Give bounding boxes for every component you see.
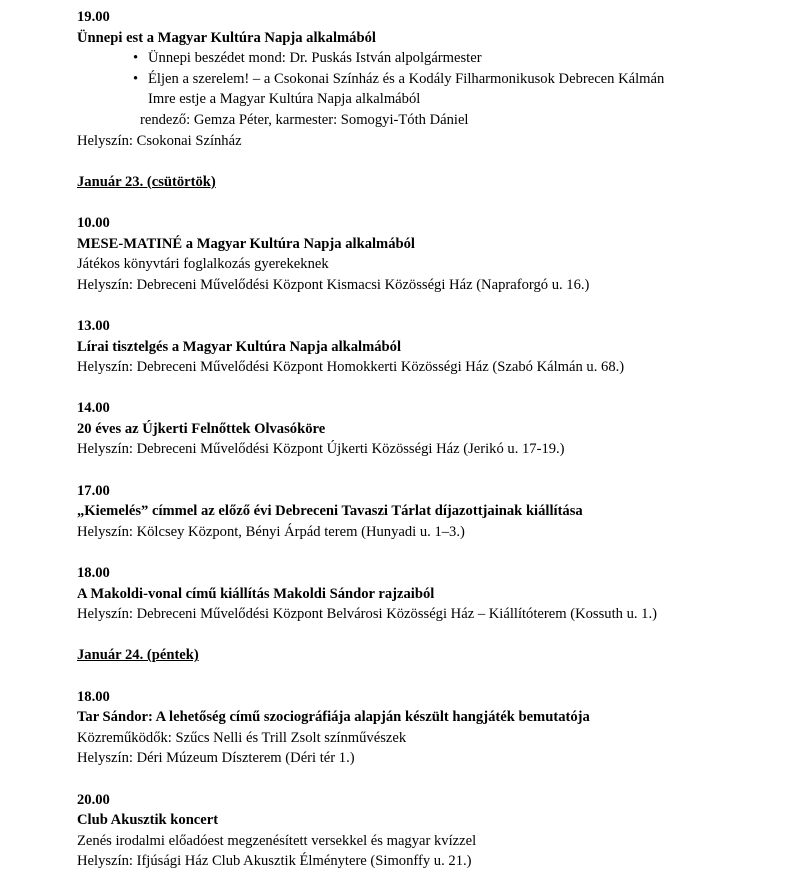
event-venue: Helyszín: Debreceni Művelődési Központ Homokkerti Közösségi Ház (Szabó Kálmán u. 68.) bbox=[77, 359, 625, 376]
bullet-item bbox=[77, 69, 792, 90]
event-time: 13.00 bbox=[77, 317, 110, 334]
event-title: 20 éves az Újkerti Felnőttek Olvasóköre bbox=[77, 420, 326, 437]
event-description: Játékos könyvtári foglalkozás gyerekeknek bbox=[77, 256, 329, 273]
event-venue: Helyszín: Ifjúsági Ház Club Akusztik Élménytere (Simonffy u. 21.) bbox=[77, 853, 472, 870]
event-time: 18.00 bbox=[77, 688, 110, 705]
event bbox=[77, 687, 792, 769]
event-time: 19.00 bbox=[77, 9, 110, 25]
event-venue: Helyszín: Kölcsey Központ, Bényi Árpád terem (Hunyadi u. 1–3.) bbox=[77, 523, 465, 540]
event-title: Tar Sándor: A lehetőség című szociográfiája alapján készült hangjáték bemutatója bbox=[77, 709, 590, 726]
event-venue: Helyszín: Déri Múzeum Díszterem (Déri tér 1.) bbox=[77, 750, 355, 767]
event-time: 18.00 bbox=[77, 565, 110, 582]
event-time: 17.00 bbox=[77, 482, 110, 499]
event-title: MESE-MATINÉ a Magyar Kultúra Napja alkalmából bbox=[77, 235, 415, 252]
event-venue: Helyszín: Csokonai Színház bbox=[77, 132, 242, 149]
day-heading: Január 24. (péntek) bbox=[77, 647, 199, 664]
event-venue: Helyszín: Debreceni Művelődési Központ Kismacsi Közösségi Ház (Napraforgó u. 16.) bbox=[77, 276, 590, 293]
event-credits: rendező: Gemza Péter, karmester: Somogyi-Tóth Dániel bbox=[140, 111, 469, 128]
event-time: 14.00 bbox=[77, 400, 110, 417]
bullet-text: Éljen a szerelem! – a Csokonai Színház és a Kodály Filharmonikusok Debrecen Kálmán bbox=[148, 70, 665, 87]
event-title: A Makoldi-vonal című kiállítás Makoldi Sándor rajzaiból bbox=[77, 585, 435, 602]
event-title: Club Akusztik koncert bbox=[77, 812, 219, 829]
bullet-continuation: Imre estje a Magyar Kultúra Napja alkalmából bbox=[148, 91, 421, 108]
event-title: Ünnepi est a Magyar Kultúra Napja alkalmából bbox=[77, 29, 376, 46]
program-document bbox=[77, 7, 792, 872]
event bbox=[77, 563, 792, 625]
bullet-text: Ünnepi beszédet mond: Dr. Puskás István alpolgármester bbox=[148, 50, 482, 67]
event-description: Zenés irodalmi előadóest megzenésített versekkel és magyar kvízzel bbox=[77, 832, 477, 849]
event-title: „Kiemelés” címmel az előző évi Debreceni Tavaszi Tárlat díjazottjainak kiállítása bbox=[77, 503, 583, 520]
event-title: Lírai tisztelgés a Magyar Kultúra Napja alkalmából bbox=[77, 338, 402, 355]
bullet-icon: • bbox=[133, 70, 139, 87]
event-venue: Helyszín: Debreceni Művelődési Központ Újkerti Közösségi Ház (Jerikó u. 17-19.) bbox=[77, 441, 565, 458]
event-time: 10.00 bbox=[77, 214, 110, 231]
event-time: 20.00 bbox=[77, 791, 110, 808]
event-venue: Helyszín: Debreceni Művelődési Központ Belvárosi Közösségi Ház – Kiállítóterem (Kossuth u. 1.) bbox=[77, 606, 657, 623]
bullet-icon: • bbox=[133, 50, 139, 67]
event bbox=[77, 316, 792, 378]
event-description: Közreműködők: Szűcs Nelli és Trill Zsolt színművészek bbox=[77, 729, 407, 746]
event bbox=[77, 213, 792, 295]
day-heading: Január 23. (csütörtök) bbox=[77, 173, 216, 190]
bullet-item bbox=[77, 48, 792, 69]
event bbox=[77, 481, 792, 543]
event bbox=[77, 398, 792, 460]
event bbox=[77, 790, 792, 872]
